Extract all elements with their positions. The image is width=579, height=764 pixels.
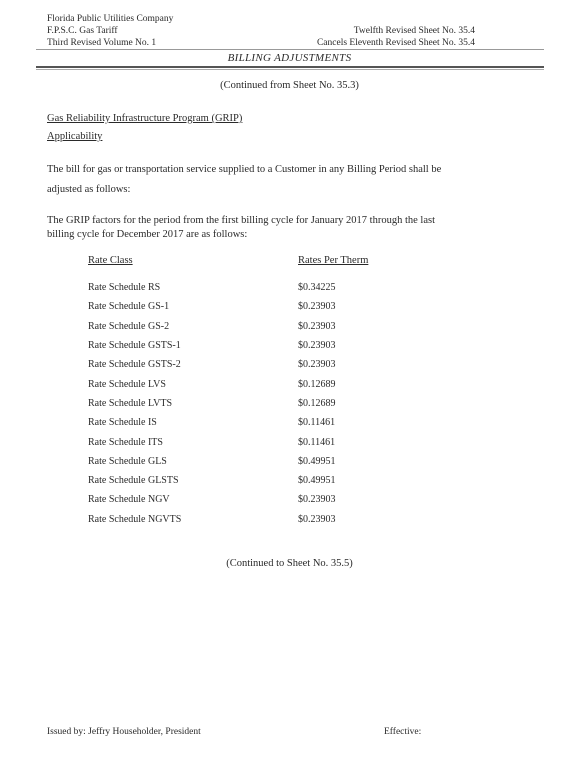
table-row bbox=[88, 355, 336, 374]
paragraph-1-line-2: adjusted as follows: bbox=[47, 184, 131, 195]
tariff-volume: Third Revised Volume No. 1 bbox=[47, 38, 157, 48]
rate-class-cell: Rate Schedule GLSTS bbox=[88, 475, 179, 487]
table-row bbox=[88, 471, 336, 490]
rate-class-cell: Rate Schedule LVTS bbox=[88, 397, 173, 409]
rate-class-cell: Rate Schedule NGV bbox=[88, 494, 170, 506]
paragraph-2-line-1: The GRIP factors for the period from the first billing cycle for January 2017 through the last bbox=[47, 215, 436, 226]
rate-value-cell: $0.23903 bbox=[298, 320, 336, 332]
tariff-name: F.P.S.C. Gas Tariff bbox=[47, 26, 118, 36]
continued-to-note: (Continued to Sheet No. 35.5) bbox=[226, 558, 353, 569]
rate-value-cell: $0.23903 bbox=[298, 340, 336, 352]
rate-class-cell: Rate Schedule NGVTS bbox=[88, 513, 182, 525]
rate-value-cell: $0.11461 bbox=[298, 417, 336, 429]
program-title: Gas Reliability Infrastructure Program (GRIP) bbox=[47, 113, 243, 124]
page-title: BILLING ADJUSTMENTS bbox=[227, 52, 352, 64]
rates-table bbox=[88, 278, 336, 529]
rate-class-cell: Rate Schedule GS-2 bbox=[88, 320, 170, 332]
rate-class-cell: Rate Schedule GLS bbox=[88, 455, 167, 467]
paragraph-1-line-1: The bill for gas or transportation service supplied to a Customer in any Billing Period shall be bbox=[47, 164, 442, 175]
table-row bbox=[88, 297, 336, 316]
rate-class-cell: Rate Schedule GSTS-2 bbox=[88, 359, 181, 371]
header-divider-lower bbox=[36, 69, 544, 70]
rate-value-cell: $0.49951 bbox=[298, 455, 336, 467]
rate-value-cell: $0.23903 bbox=[298, 494, 336, 506]
issued-by: Issued by: Jeffry Householder, President bbox=[47, 727, 201, 737]
rate-value-cell: $0.23903 bbox=[298, 301, 336, 313]
rate-value-cell: $0.12689 bbox=[298, 397, 336, 409]
applicability-heading: Applicability bbox=[47, 131, 103, 142]
rate-value-cell: $0.11461 bbox=[298, 436, 336, 448]
cancels-sheet: Cancels Eleventh Revised Sheet No. 35.4 bbox=[316, 38, 475, 48]
table-row bbox=[88, 317, 336, 336]
table-row bbox=[88, 394, 336, 413]
effective-date-label: Effective: bbox=[384, 727, 422, 737]
continued-from-note: (Continued from Sheet No. 35.3) bbox=[220, 80, 359, 91]
rate-class-cell: Rate Schedule ITS bbox=[88, 436, 163, 448]
table-row bbox=[88, 413, 336, 432]
rate-value-cell: $0.23903 bbox=[298, 359, 336, 371]
rate-value-cell: $0.12689 bbox=[298, 378, 336, 390]
table-row bbox=[88, 510, 336, 529]
rate-class-cell: Rate Schedule GSTS-1 bbox=[88, 340, 181, 352]
rate-value-cell: $0.23903 bbox=[298, 513, 336, 525]
column-header-rate-class: Rate Class bbox=[88, 255, 133, 266]
company-name: Florida Public Utilities Company bbox=[47, 14, 174, 24]
rate-class-cell: Rate Schedule LVS bbox=[88, 378, 166, 390]
rate-class-cell: Rate Schedule RS bbox=[88, 282, 161, 294]
table-row bbox=[88, 432, 336, 451]
header-divider-thick bbox=[36, 66, 544, 68]
rate-value-cell: $0.49951 bbox=[298, 475, 336, 487]
header-divider-thin bbox=[36, 49, 544, 50]
rate-class-cell: Rate Schedule GS-1 bbox=[88, 301, 170, 313]
table-row bbox=[88, 374, 336, 393]
column-header-rates-per-therm: Rates Per Therm bbox=[298, 255, 369, 266]
rate-class-cell: Rate Schedule IS bbox=[88, 417, 157, 429]
table-row bbox=[88, 336, 336, 355]
sheet-number: Twelfth Revised Sheet No. 35.4 bbox=[353, 26, 475, 36]
table-row bbox=[88, 278, 336, 297]
paragraph-2-line-2: billing cycle for December 2017 are as follows: bbox=[47, 229, 248, 240]
table-row bbox=[88, 490, 336, 509]
rate-value-cell: $0.34225 bbox=[298, 282, 336, 294]
table-row bbox=[88, 452, 336, 471]
